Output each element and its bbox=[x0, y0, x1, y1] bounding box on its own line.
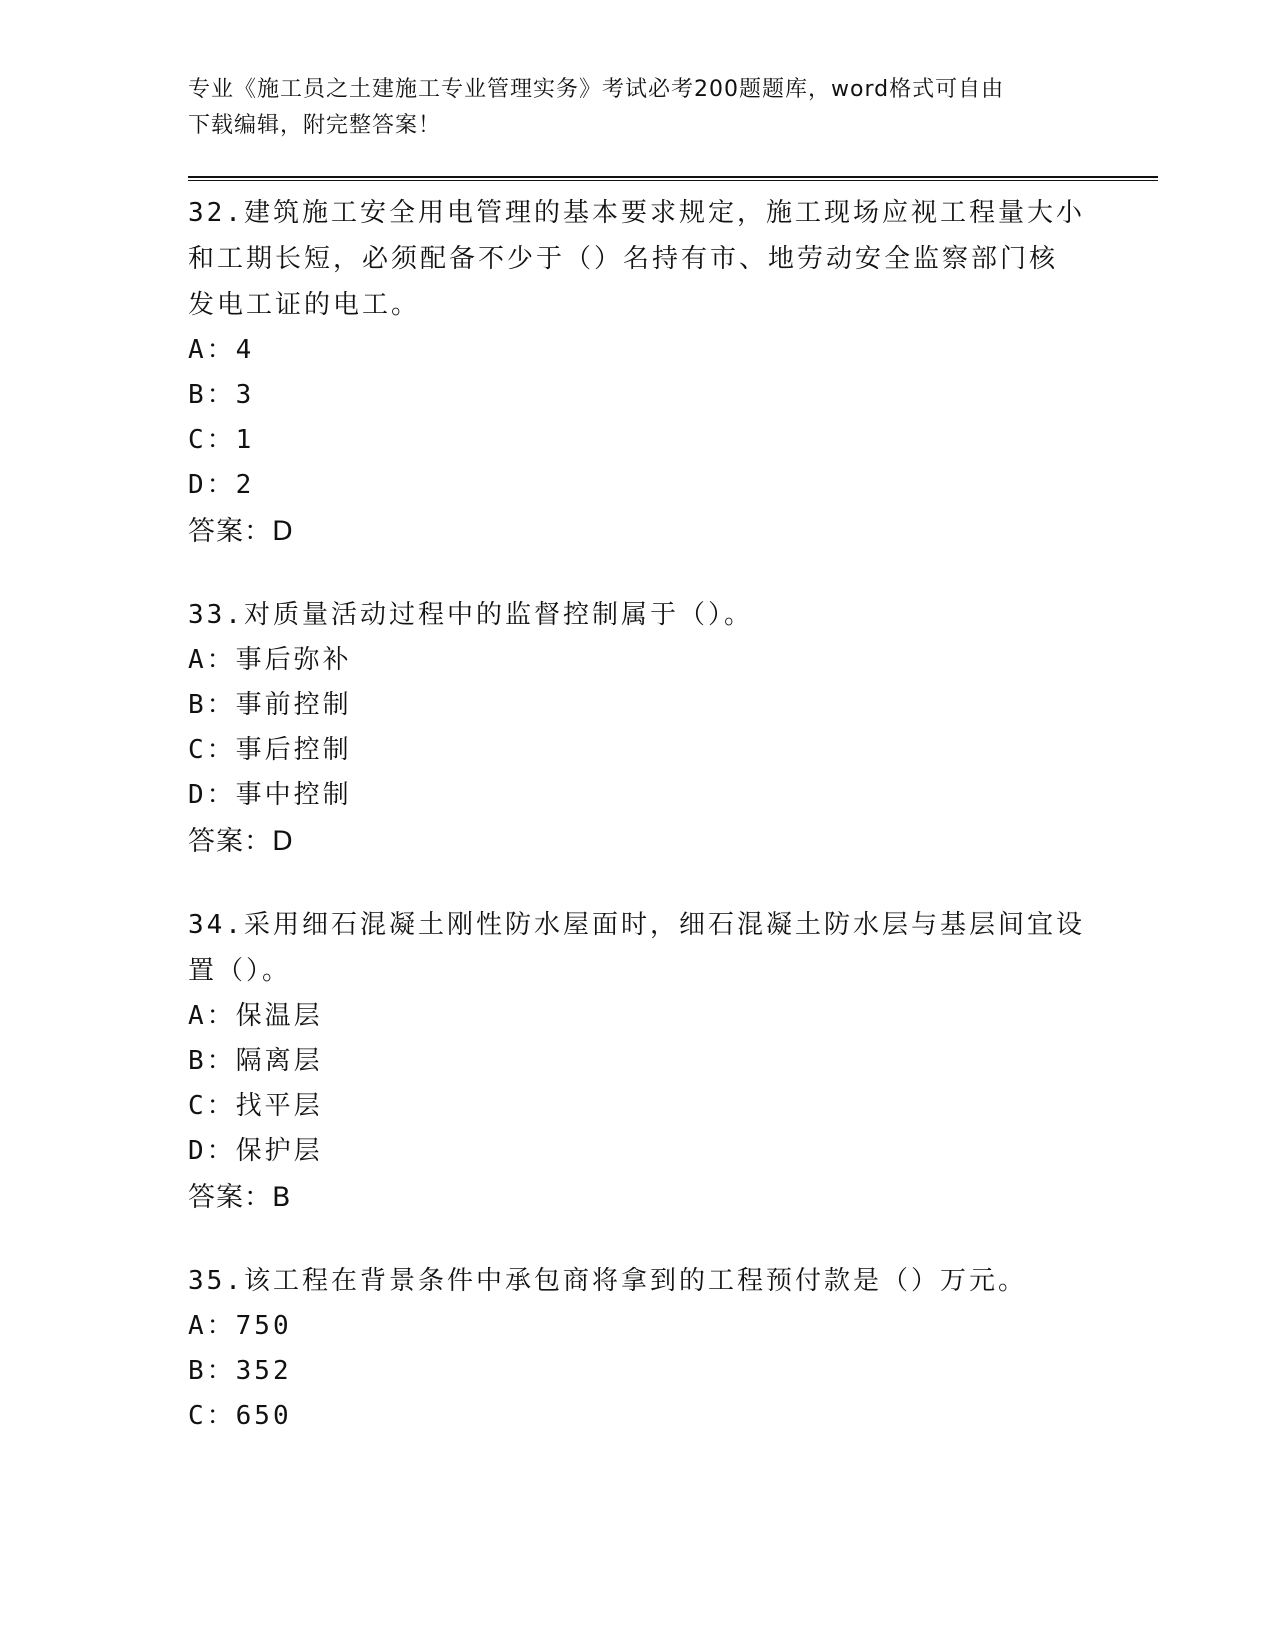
question-list bbox=[188, 190, 1088, 1476]
header-line-1: 专业《施工员之土建施工专业管理实务》考试必考200题题库，word格式可自由 bbox=[188, 77, 1005, 102]
option-a: A：750 bbox=[188, 1311, 292, 1341]
question-text-line: 和工期长短，必须配备不少于（）名持有市、地劳动安全监察部门核 bbox=[188, 244, 1059, 274]
option-d: D：2 bbox=[188, 470, 255, 500]
header-line-2: 下载编辑，附完整答案！ bbox=[188, 113, 442, 138]
answer: 答案：D bbox=[188, 826, 294, 857]
option-d: D：事中控制 bbox=[188, 780, 352, 810]
option-b: B：3 bbox=[188, 380, 255, 410]
question-text-line: 发电工证的电工。 bbox=[188, 290, 421, 320]
option-c: C：找平层 bbox=[188, 1091, 323, 1121]
answer: 答案：B bbox=[188, 1182, 292, 1213]
question-32 bbox=[188, 190, 1088, 555]
option-a: A：保温层 bbox=[188, 1001, 323, 1031]
option-a: A：4 bbox=[188, 335, 255, 365]
question-text-line: 35.该工程在背景条件中承包商将拿到的工程预付款是（）万元。 bbox=[188, 1266, 1027, 1296]
document-header bbox=[188, 72, 1088, 144]
option-b: B：隔离层 bbox=[188, 1046, 323, 1076]
question-34 bbox=[188, 902, 1088, 1221]
option-b: B：事前控制 bbox=[188, 690, 352, 720]
question-text-line: 33.对质量活动过程中的监督控制属于（）。 bbox=[188, 600, 753, 630]
option-d: D：保护层 bbox=[188, 1136, 323, 1166]
question-35 bbox=[188, 1258, 1088, 1439]
question-33 bbox=[188, 592, 1088, 865]
question-text-line: 置（）。 bbox=[188, 956, 292, 986]
question-text-line: 32.建筑施工安全用电管理的基本要求规定，施工现场应视工程量大小 bbox=[188, 198, 1085, 228]
option-a: A：事后弥补 bbox=[188, 645, 352, 675]
option-c: C：事后控制 bbox=[188, 735, 352, 765]
option-b: B：352 bbox=[188, 1356, 292, 1386]
question-text-line: 34.采用细石混凝土刚性防水屋面时，细石混凝土防水层与基层间宜设 bbox=[188, 910, 1085, 940]
option-c: C：1 bbox=[188, 425, 255, 455]
answer: 答案：D bbox=[188, 516, 294, 547]
option-c: C：650 bbox=[188, 1401, 292, 1431]
header-divider bbox=[188, 176, 1158, 181]
